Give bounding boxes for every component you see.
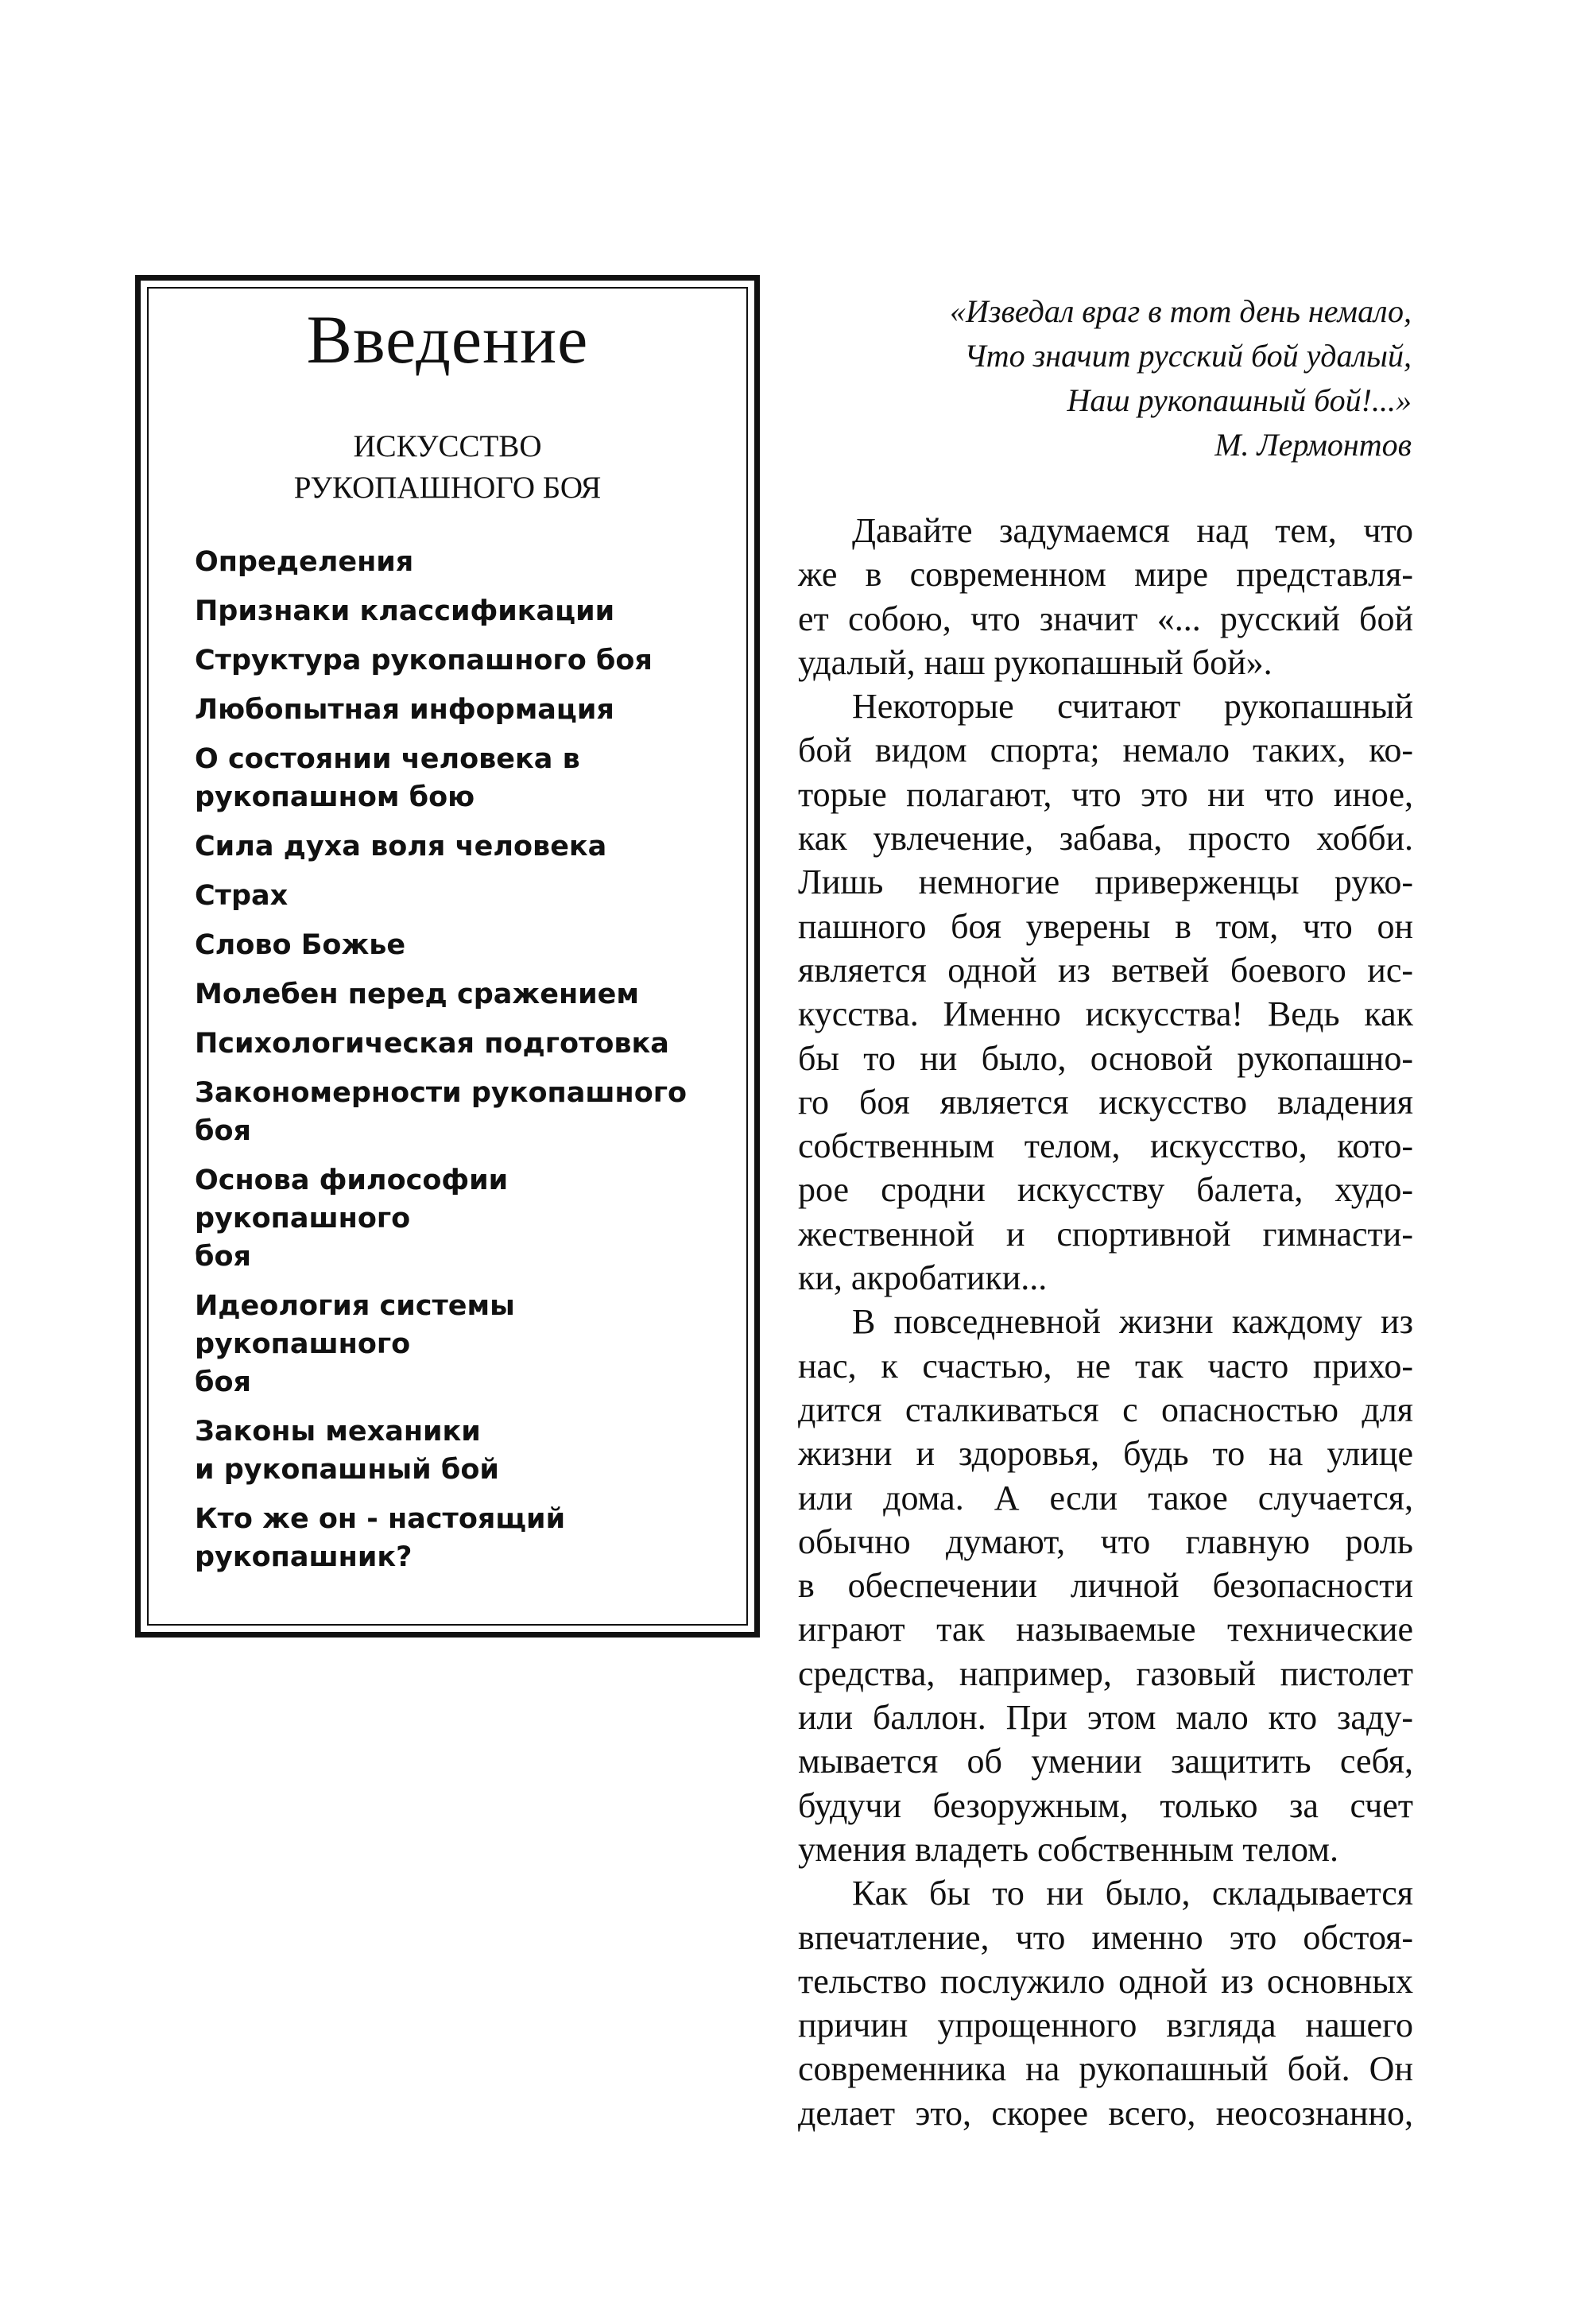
body-line: Давайте задумаемся над тем, что [852, 511, 1413, 550]
body-line: В повседневной жизни каждому из [852, 1302, 1413, 1342]
section-title-line: РУКОПАШНОГО БОЯ [293, 471, 602, 505]
body-line: обычно думают, что главную роль [798, 1521, 1413, 1561]
body-line: или дома. А если такое случается, [798, 1478, 1413, 1517]
contents-item-line: рукопашном бою [195, 781, 475, 813]
body-line: жественной и спортивной гимнасти- [798, 1214, 1413, 1254]
body-line: ет собою, что значит «... русский бой [798, 599, 1413, 638]
contents-item-line: Идеология системы рукопашного [195, 1290, 515, 1360]
contents-item [195, 740, 730, 816]
body-line: го боя является искусство владения [798, 1082, 1413, 1122]
body-line: пашного боя уверены в том, что он [798, 906, 1413, 946]
contents-item-line: Сила духа воля человека [195, 831, 607, 862]
contents-item [195, 641, 730, 680]
contents-box [135, 275, 760, 1638]
contents-item-line: Законы механики [195, 1416, 481, 1448]
body-paragraph [798, 1300, 1413, 1871]
epigraph-line: Что значит русский бой удалый, [964, 338, 1412, 374]
contents-item [195, 877, 730, 915]
body-line: или баллон. При этом мало кто заду- [798, 1698, 1413, 1738]
contents-item-line: Молебен перед сражением [195, 979, 639, 1010]
contents-box-inner-frame [147, 287, 748, 1626]
body-line: будучи безоружным, только за счет [798, 1785, 1413, 1825]
body-line: торые полагают, что это ни что иное, [798, 774, 1413, 814]
body-line: же в современном мире представля- [798, 555, 1413, 595]
body-line: рое сродни искусству балета, худо- [798, 1170, 1413, 1210]
body-line: Лишь немногие приверженцы руко- [798, 862, 1413, 902]
body-line: дится сталкиваться с опасностью для [798, 1389, 1413, 1429]
section-title [149, 426, 746, 509]
body-line: как увлечение, забава, просто хобби. [798, 819, 1413, 858]
body-line: кусства. Именно искусства! Ведь как [798, 994, 1413, 1034]
contents-item-line: Слово Божье [195, 929, 406, 961]
contents-item-line: О состоянии человека в [195, 743, 580, 775]
body-line: впечатление, что именно это обстоя- [798, 1917, 1413, 1957]
contents-item [195, 1287, 730, 1401]
body-line: тельство послужило одной из основных [798, 1961, 1413, 2001]
body-line: удалый, наш рукопашный бой». [798, 642, 1273, 682]
body-paragraph [798, 509, 1413, 684]
contents-item [195, 926, 730, 964]
body-line: жизни и здоровья, будь то на улице [798, 1434, 1413, 1474]
contents-item [195, 691, 730, 729]
contents-item-line: Определения [195, 546, 414, 578]
contents-item-line: Кто же он ‑ настоящий [195, 1503, 566, 1535]
contents-item [195, 827, 730, 866]
chapter-title: Введение [306, 301, 589, 378]
contents-item [195, 1161, 730, 1276]
contents-item-line: рукопашник? [195, 1541, 413, 1573]
contents-item-line: Основа философии рукопашного [195, 1165, 509, 1234]
epigraph-line: Наш рукопашный бой!...» [1067, 382, 1412, 418]
body-line: Некоторые считают рукопашный [852, 687, 1413, 727]
body-paragraph [798, 1871, 1413, 2135]
body-line: делает это, скорее всего, неосознанно, [798, 2093, 1413, 2133]
contents-list [195, 543, 730, 1587]
body-line: бы то ни было, основой рукопашно- [798, 1038, 1413, 1078]
contents-item [195, 592, 730, 630]
contents-item-line: Признаки классификации [195, 595, 615, 627]
contents-item [195, 975, 730, 1014]
body-line: современника на рукопашный бой. Он [798, 2049, 1413, 2089]
epigraph-author: М. Лермонтов [1214, 427, 1412, 463]
contents-item-line: боя [195, 1366, 251, 1398]
contents-item-line: Любопытная информация [195, 694, 614, 726]
contents-item [195, 1500, 730, 1576]
body-line: Как бы то ни было, складывается [852, 1874, 1413, 1913]
body-line: играют так называемые технические [798, 1610, 1413, 1649]
body-line: является одной из ветвей боевого ис- [798, 950, 1413, 990]
epigraph-line: «Изведал враг в тот день немало, [950, 293, 1412, 329]
body-line: причин упрощенного взгляда нашего [798, 2006, 1413, 2045]
body-line: в обеспечении личной безопасности [798, 1566, 1413, 1606]
contents-item-line: Психологическая подготовка [195, 1028, 669, 1060]
body-paragraph [798, 684, 1413, 1300]
body-line: бой видом спорта; немало таких, ко- [798, 731, 1413, 770]
contents-item-line: боя [195, 1241, 251, 1273]
contents-item [195, 1025, 730, 1063]
body-text [798, 509, 1413, 2135]
contents-item [195, 1074, 730, 1150]
body-line: ки, акробатики... [798, 1258, 1048, 1298]
body-line: умения владеть собственным телом. [798, 1829, 1338, 1869]
body-line: мывается об умении защитить себя, [798, 1742, 1413, 1781]
contents-item-line: Закономерности рукопашного боя [195, 1077, 688, 1147]
contents-item-line: Страх [195, 880, 289, 912]
epigraph [950, 289, 1412, 467]
contents-item [195, 1413, 730, 1489]
contents-item [195, 543, 730, 581]
body-line: средства, например, газовый пистолет [798, 1653, 1413, 1693]
contents-item-line: Структура рукопашного боя [195, 645, 653, 676]
body-line: собственным телом, искусство, кото- [798, 1126, 1413, 1166]
section-title-line: ИСКУССТВО [353, 429, 542, 463]
body-line: нас, к счастью, не так часто прихо- [798, 1346, 1413, 1386]
contents-item-line: и рукопашный бой [195, 1454, 499, 1486]
